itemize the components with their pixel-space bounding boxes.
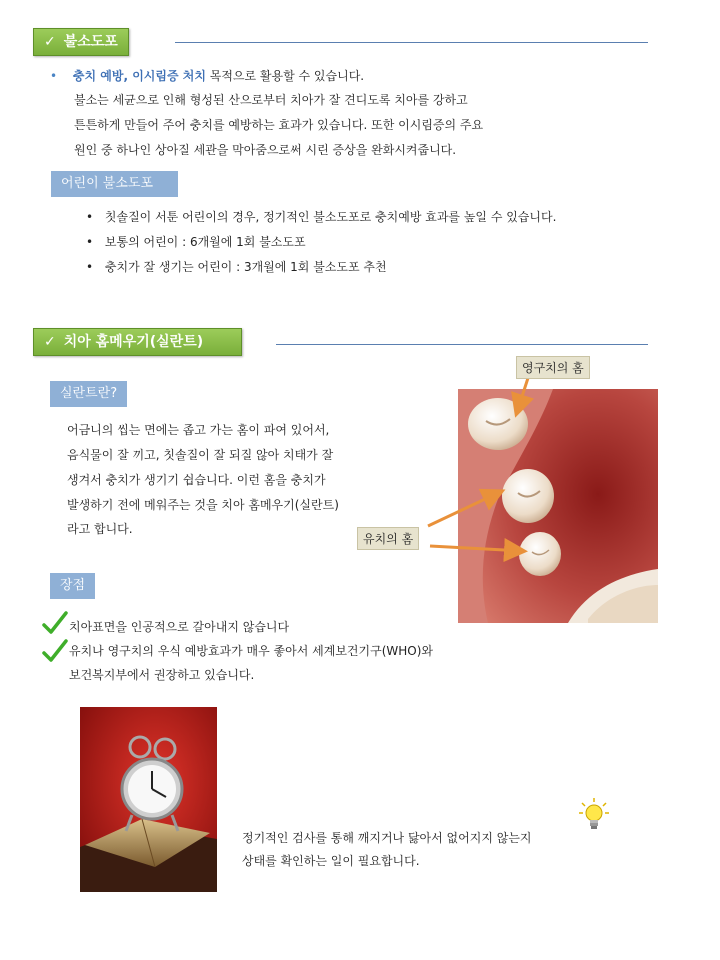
paragraph-line: 라고 합니다.: [67, 522, 133, 536]
callout-permanent-tooth: 영구치의 홈: [516, 356, 590, 379]
paragraph-line: 발생하기 전에 메워주는 것을 치아 홈메우기(실란트): [67, 498, 339, 512]
paragraph-line: 음식물이 잘 끼고, 칫솔질이 잘 되질 않아 치태가 잘: [67, 448, 334, 462]
paragraph-line: 불소는 세균으로 인해 형성된 산으로부터 치아가 잘 견디도록 치아를 강하고: [74, 93, 468, 107]
advantage-item-continued: 보건복지부에서 권장하고 있습니다.: [69, 668, 255, 682]
advantage-item: 유치나 영구치의 우식 예방효과가 매우 좋아서 세계보건기구(WHO)와: [69, 644, 433, 658]
bullet-icon: •: [86, 260, 94, 274]
footer-text-line: 상태를 확인하는 일이 필요합니다.: [242, 854, 420, 868]
highlight-text: 충치 예방, 이시림증 처치: [72, 69, 206, 83]
paragraph-line: 튼튼하게 만들어 주어 충치를 예방하는 효과가 있습니다. 또한 이시림증의 주요: [74, 118, 484, 132]
list-item-text: 칫솔질이 서툰 어린이의 경우, 정기적인 불소도포로 충치예방 효과를 높일 수 있습니다.: [104, 210, 557, 224]
paragraph-line: 원인 중 하나인 상아질 세관을 막아줌으로써 시린 증상을 완화시켜줍니다.: [74, 143, 457, 157]
paragraph-line: 어금니의 씹는 면에는 좁고 가는 홈이 파여 있어서,: [67, 423, 330, 437]
callout-primary-tooth: 유치의 홈: [357, 527, 419, 550]
subheader-what-is-sealant: 실란트란?: [50, 381, 127, 407]
paragraph-line: 생겨서 충치가 생기기 쉽습니다. 이런 홈을 충치가: [67, 473, 326, 487]
arrow-permanent: [517, 378, 528, 412]
check-icon: ✓: [44, 334, 56, 350]
subheader-kids-fluoride: 어린이 불소도포: [51, 171, 178, 197]
bullet-icon: •: [50, 69, 58, 83]
subheader-advantages: 장점: [50, 573, 95, 599]
bullet-icon: •: [86, 235, 94, 249]
arrow-primary-lower: [430, 546, 522, 551]
bullet-text: 목적으로 활용할 수 있습니다.: [205, 69, 365, 83]
checkmark-icon: [42, 638, 68, 668]
section-title: 불소도포: [63, 34, 118, 50]
section-title: 치아 홈메우기(실란트): [63, 334, 204, 350]
bullet-icon: •: [86, 210, 94, 224]
check-icon: ✓: [44, 34, 56, 50]
arrow-primary-upper: [428, 492, 500, 526]
advantage-item: 치아표면을 인공적으로 갈아내지 않습니다: [69, 620, 290, 634]
footer-text-line: 정기적인 검사를 통해 깨지거나 닳아서 없어지지 않는지: [242, 831, 532, 845]
checkmark-icon: [42, 610, 68, 640]
clock-book-photo: [80, 707, 217, 892]
list-item-text: 보통의 어린이 : 6개월에 1회 불소도포: [104, 235, 306, 249]
lightbulb-icon: [578, 797, 610, 837]
list-item-text: 충치가 잘 생기는 어린이 : 3개월에 1회 불소도포 추천: [104, 260, 387, 274]
